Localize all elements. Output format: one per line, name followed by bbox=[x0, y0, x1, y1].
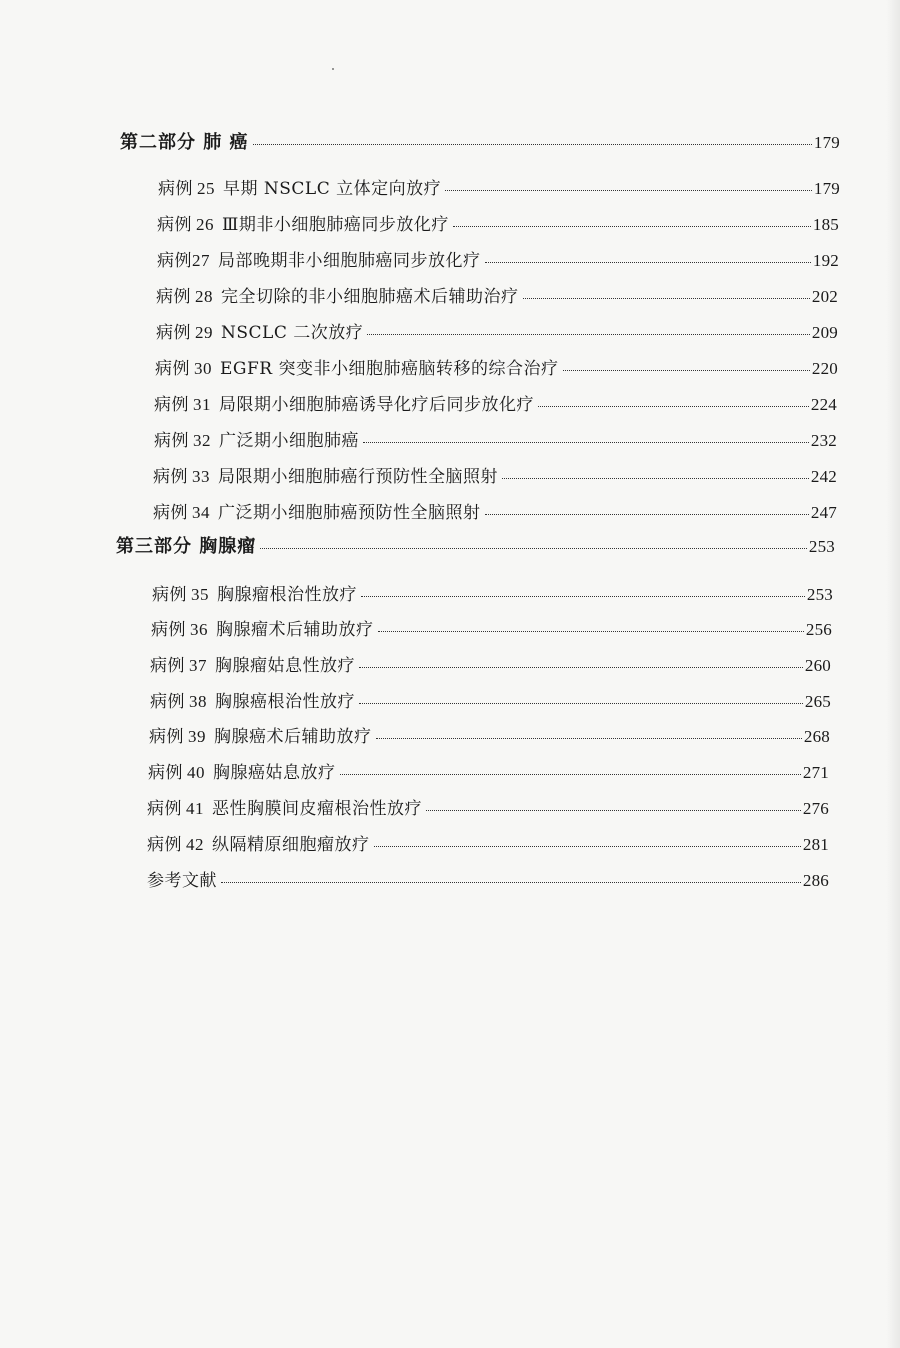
case-title: 早期 NSCLC 立体定向放疗 bbox=[223, 179, 442, 199]
page-number: 209 bbox=[811, 323, 838, 342]
case-number: 28 bbox=[195, 287, 213, 306]
toc-entry-case40[interactable] bbox=[148, 758, 829, 788]
page-number: 179 bbox=[813, 179, 840, 198]
section-label: 第二部分 肺 癌 bbox=[120, 132, 249, 153]
leader-dots bbox=[359, 667, 803, 668]
toc-entry-case29[interactable] bbox=[156, 318, 838, 348]
page-number: 276 bbox=[802, 799, 829, 818]
leader-dots bbox=[485, 514, 809, 515]
toc-entry-references[interactable] bbox=[147, 866, 829, 896]
case-number: 30 bbox=[194, 359, 212, 378]
page-number: 281 bbox=[802, 835, 829, 854]
case-prefix: 病例 bbox=[157, 215, 192, 235]
case-number: 40 bbox=[187, 763, 205, 782]
case-title: 广泛期小细胞肺癌预防性全脑照射 bbox=[218, 503, 481, 523]
case-number: 27 bbox=[192, 251, 210, 270]
case-title: Ⅲ期非小细胞肺癌同步放化疗 bbox=[222, 215, 449, 235]
case-number: 33 bbox=[192, 467, 210, 486]
page-number: 224 bbox=[810, 395, 837, 414]
case-title: 胸腺癌姑息放疗 bbox=[213, 763, 336, 783]
case-title: NSCLC 二次放疗 bbox=[221, 323, 364, 343]
case-prefix: 病例 bbox=[149, 727, 184, 747]
case-title: 胸腺癌术后辅助放疗 bbox=[214, 727, 372, 747]
case-number: 41 bbox=[186, 799, 204, 818]
case-number: 25 bbox=[197, 179, 215, 198]
toc-entry-case26[interactable] bbox=[157, 210, 839, 240]
case-prefix: 病例 bbox=[150, 656, 185, 676]
page-number: 260 bbox=[804, 656, 831, 675]
case-title: 恶性胸膜间皮瘤根治性放疗 bbox=[212, 799, 422, 819]
scan-speck bbox=[332, 68, 334, 70]
leader-dots bbox=[260, 548, 807, 549]
toc-entry-case35[interactable] bbox=[152, 580, 833, 610]
page-number: 179 bbox=[813, 133, 840, 152]
case-prefix: 病例 bbox=[153, 467, 188, 487]
page-number: 265 bbox=[804, 692, 831, 711]
leader-dots bbox=[538, 406, 809, 407]
case-prefix: 病例 bbox=[153, 503, 188, 523]
toc-entry-case32[interactable] bbox=[154, 426, 837, 456]
toc-entry-case39[interactable] bbox=[149, 722, 830, 752]
toc-entry-case33[interactable] bbox=[153, 462, 837, 492]
page-number: 271 bbox=[802, 763, 829, 782]
toc-entry-case31[interactable] bbox=[154, 390, 837, 420]
case-number: 34 bbox=[192, 503, 210, 522]
case-prefix: 病例 bbox=[152, 585, 187, 605]
toc-entry-case30[interactable] bbox=[155, 354, 838, 384]
case-title: 局限期小细胞肺癌行预防性全脑照射 bbox=[218, 467, 498, 487]
toc-entry-case27[interactable] bbox=[157, 246, 839, 276]
case-prefix: 病例 bbox=[157, 251, 192, 271]
leader-dots bbox=[367, 334, 810, 335]
toc-entry-case41[interactable] bbox=[147, 794, 829, 824]
case-prefix: 病例 bbox=[150, 692, 185, 712]
case-prefix: 病例 bbox=[147, 799, 182, 819]
case-title: 胸腺瘤根治性放疗 bbox=[217, 585, 357, 605]
toc-entry-case38[interactable] bbox=[150, 687, 831, 717]
case-title: 局部晚期非小细胞肺癌同步放化疗 bbox=[218, 251, 481, 271]
leader-dots bbox=[374, 846, 801, 847]
leader-dots bbox=[523, 298, 810, 299]
page-number: 253 bbox=[806, 585, 833, 604]
case-number: 39 bbox=[188, 727, 206, 746]
case-number: 36 bbox=[190, 620, 208, 639]
case-number: 35 bbox=[191, 585, 209, 604]
case-prefix: 病例 bbox=[151, 620, 186, 640]
leader-dots bbox=[340, 774, 801, 775]
case-prefix: 病例 bbox=[158, 179, 193, 199]
case-title: 广泛期小细胞肺癌 bbox=[219, 431, 359, 451]
case-title: 完全切除的非小细胞肺癌术后辅助治疗 bbox=[221, 287, 519, 307]
case-prefix: 病例 bbox=[156, 287, 191, 307]
case-title: 纵隔精原细胞瘤放疗 bbox=[212, 835, 370, 855]
leader-dots bbox=[453, 226, 811, 227]
leader-dots bbox=[378, 631, 804, 632]
case-title: 局限期小细胞肺癌诱导化疗后同步放化疗 bbox=[219, 395, 534, 415]
case-number: 31 bbox=[193, 395, 211, 414]
case-prefix: 病例 bbox=[154, 431, 189, 451]
page-number: 253 bbox=[808, 537, 835, 556]
case-title: EGFR 突变非小细胞肺癌脑转移的综合治疗 bbox=[220, 359, 559, 379]
page-number: 247 bbox=[810, 503, 837, 522]
case-prefix: 病例 bbox=[155, 359, 190, 379]
case-number: 42 bbox=[186, 835, 204, 854]
leader-dots bbox=[253, 144, 812, 145]
leader-dots bbox=[361, 596, 805, 597]
case-number: 37 bbox=[189, 656, 207, 675]
case-title: 胸腺瘤术后辅助放疗 bbox=[216, 620, 374, 640]
case-title: 胸腺癌根治性放疗 bbox=[215, 692, 355, 712]
leader-dots bbox=[445, 190, 812, 191]
page-number: 286 bbox=[802, 871, 829, 890]
leader-dots bbox=[563, 370, 810, 371]
case-title: 胸腺瘤姑息性放疗 bbox=[215, 656, 355, 676]
page-number: 192 bbox=[812, 251, 839, 270]
case-prefix: 病例 bbox=[147, 835, 182, 855]
leader-dots bbox=[485, 262, 811, 263]
leader-dots bbox=[221, 882, 801, 883]
toc-section-part2[interactable] bbox=[120, 128, 840, 158]
case-number: 38 bbox=[189, 692, 207, 711]
page-number: 185 bbox=[812, 215, 839, 234]
case-number: 32 bbox=[193, 431, 211, 450]
page-number: 242 bbox=[810, 467, 837, 486]
case-prefix: 病例 bbox=[154, 395, 189, 415]
page-number: 202 bbox=[811, 287, 838, 306]
case-prefix: 病例 bbox=[148, 763, 183, 783]
toc-entry-case25[interactable] bbox=[158, 174, 840, 204]
leader-dots bbox=[502, 478, 809, 479]
toc-entry-case42[interactable] bbox=[147, 830, 829, 860]
leader-dots bbox=[376, 738, 802, 739]
page-number: 220 bbox=[811, 359, 838, 378]
leader-dots bbox=[359, 703, 803, 704]
case-prefix: 病例 bbox=[156, 323, 191, 343]
page-number: 268 bbox=[803, 727, 830, 746]
page-edge-shadow bbox=[886, 0, 900, 1348]
references-label: 参考文献 bbox=[147, 871, 217, 891]
case-number: 29 bbox=[195, 323, 213, 342]
case-number: 26 bbox=[196, 215, 214, 234]
toc-entry-case28[interactable] bbox=[156, 282, 838, 312]
toc-entry-case34[interactable] bbox=[153, 498, 837, 528]
leader-dots bbox=[426, 810, 801, 811]
toc-entry-case37[interactable] bbox=[150, 651, 831, 681]
page-number: 232 bbox=[810, 431, 837, 450]
leader-dots bbox=[363, 442, 809, 443]
toc-section-part3[interactable] bbox=[116, 532, 835, 562]
section-label: 第三部分 胸腺瘤 bbox=[116, 536, 257, 557]
toc-entry-case36[interactable] bbox=[151, 615, 832, 645]
page-number: 256 bbox=[805, 620, 832, 639]
